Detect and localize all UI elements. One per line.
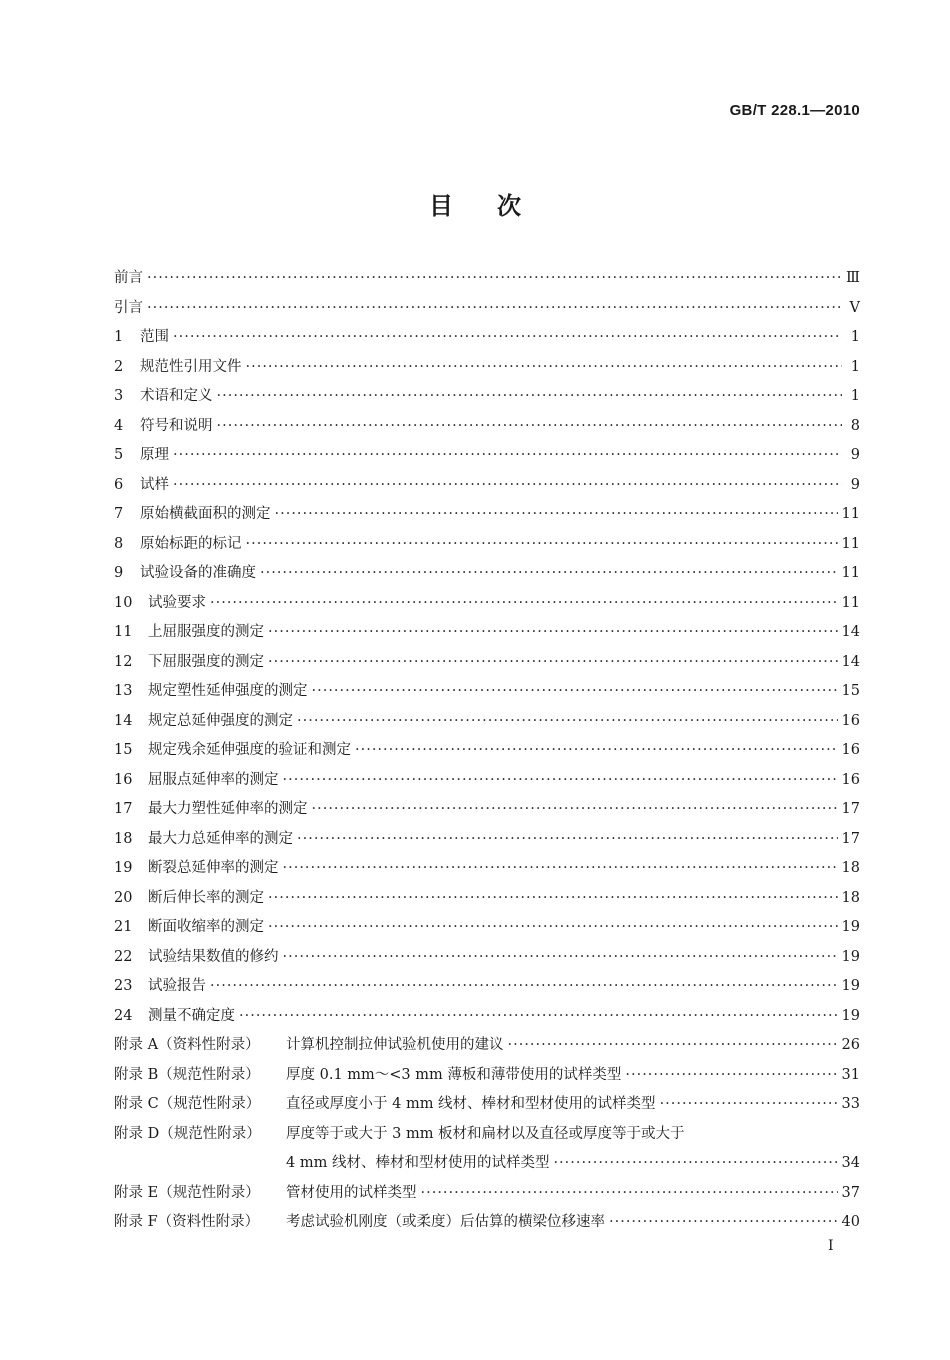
toc-entry-title: 试样 bbox=[140, 476, 169, 493]
toc-entry-title: 试验要求 bbox=[148, 594, 206, 611]
toc-entry-title: 直径或厚度小于 4 mm 线材、棒材和型材使用的试样类型 bbox=[286, 1096, 656, 1112]
toc-entry-page: 1 bbox=[850, 388, 860, 404]
toc-entry[interactable] bbox=[114, 530, 860, 560]
toc-entry-number: 18 bbox=[114, 830, 133, 847]
toc-leader-dots bbox=[609, 1208, 838, 1238]
toc-entry[interactable] bbox=[114, 1031, 860, 1061]
toc-leader-dots bbox=[173, 471, 842, 501]
toc-entry[interactable] bbox=[114, 500, 860, 530]
toc-leader-dots bbox=[297, 825, 838, 855]
toc-entry[interactable] bbox=[114, 913, 860, 943]
toc-entry-page: 17 bbox=[841, 801, 860, 817]
toc-entry-page: 19 bbox=[841, 978, 860, 994]
toc-leader-dots bbox=[297, 707, 838, 737]
toc-entry-number: 21 bbox=[114, 919, 133, 935]
toc-entry-page: 16 bbox=[841, 742, 860, 758]
toc-entry[interactable] bbox=[114, 677, 860, 707]
toc-entry-page: Ⅲ bbox=[846, 270, 860, 286]
toc-entry[interactable] bbox=[114, 353, 860, 383]
toc-entry-number: 4 bbox=[114, 417, 124, 434]
toc-entry-title: 最大力塑性延伸率的测定 bbox=[148, 801, 308, 817]
toc-entry-page: 11 bbox=[841, 565, 860, 581]
toc-entry-page: 16 bbox=[841, 712, 860, 729]
toc-entry-page: 15 bbox=[841, 683, 860, 699]
toc-leader-dots bbox=[312, 795, 838, 825]
toc-entry-page: 40 bbox=[841, 1214, 860, 1230]
toc-entry-title: 测量不确定度 bbox=[148, 1007, 235, 1024]
toc-leader-dots bbox=[283, 766, 838, 796]
toc-entry[interactable] bbox=[114, 1090, 860, 1120]
toc-entry-title: 上屈服强度的测定 bbox=[148, 624, 264, 640]
toc-entry-number: 9 bbox=[114, 565, 124, 581]
toc-entry[interactable] bbox=[114, 707, 860, 737]
toc-entry-title: 考虑试验机刚度（或柔度）后估算的横梁位移速率 bbox=[286, 1214, 605, 1230]
toc-entry-title: 符号和说明 bbox=[140, 417, 213, 434]
toc-entry-title: 断裂总延伸率的测定 bbox=[148, 860, 279, 876]
toc-entry-number: 24 bbox=[114, 1007, 133, 1024]
toc-entry-title: 计算机控制拉伸试验机使用的建议 bbox=[286, 1037, 504, 1053]
toc-leader-dots bbox=[275, 500, 838, 530]
toc-leader-dots bbox=[355, 736, 838, 766]
toc-entry[interactable] bbox=[114, 825, 860, 855]
toc-entry-title: 前言 bbox=[114, 270, 143, 286]
toc-entry-page: 31 bbox=[841, 1066, 860, 1083]
toc-entry-page: 1 bbox=[850, 329, 860, 345]
toc-leader-dots bbox=[625, 1061, 837, 1091]
toc-entry-number: 19 bbox=[114, 860, 133, 876]
toc-entry-page: 9 bbox=[850, 476, 860, 493]
toc-entry-number: 15 bbox=[114, 742, 133, 758]
toc-leader-dots bbox=[268, 618, 838, 648]
toc-entry-title: 原始标距的标记 bbox=[140, 535, 242, 552]
toc-entry[interactable] bbox=[114, 1149, 860, 1179]
toc-entry-title: 屈服点延伸率的测定 bbox=[148, 771, 279, 788]
toc-entry-title: 厚度 0.1 mm～<3 mm 薄板和薄带使用的试样类型 bbox=[286, 1066, 622, 1083]
toc-entry-page: 19 bbox=[841, 948, 860, 965]
toc-leader-dots bbox=[217, 412, 843, 442]
toc-entry-page: 11 bbox=[841, 535, 860, 552]
toc-entry[interactable] bbox=[114, 323, 860, 353]
toc-entry[interactable] bbox=[114, 736, 860, 766]
toc-entry-number: 附录 C（规范性附录） bbox=[114, 1096, 261, 1112]
toc-leader-dots bbox=[246, 530, 838, 560]
toc-leader-dots bbox=[147, 264, 842, 294]
toc-leader-dots bbox=[312, 677, 838, 707]
toc-entry-page: 19 bbox=[841, 1007, 860, 1024]
toc-entry-number: 8 bbox=[114, 535, 124, 552]
toc-entry-page: 14 bbox=[841, 653, 860, 670]
toc-entry[interactable] bbox=[114, 648, 860, 678]
toc-leader-dots bbox=[210, 589, 838, 619]
toc-entry[interactable] bbox=[114, 294, 860, 324]
toc-entry-number: 2 bbox=[114, 358, 124, 375]
toc-entry-page: 34 bbox=[841, 1155, 860, 1171]
toc-entry-number: 5 bbox=[114, 447, 124, 463]
toc-entry-number: 7 bbox=[114, 506, 124, 522]
toc-entry[interactable] bbox=[114, 943, 860, 973]
toc-entry-title: 引言 bbox=[114, 299, 143, 316]
toc-entry[interactable] bbox=[114, 1002, 860, 1032]
toc-entry-number: 附录 E（规范性附录） bbox=[114, 1184, 260, 1201]
toc-entry-number: 6 bbox=[114, 476, 124, 493]
toc-entry-page: 37 bbox=[841, 1184, 860, 1201]
toc-entry[interactable] bbox=[114, 618, 860, 648]
toc-entry[interactable] bbox=[114, 589, 860, 619]
toc-entry-page: 26 bbox=[841, 1037, 860, 1053]
toc-leader-dots bbox=[508, 1031, 838, 1061]
toc-leader-dots bbox=[147, 294, 842, 324]
toc-entry[interactable] bbox=[114, 884, 860, 914]
toc-entry[interactable] bbox=[114, 795, 860, 825]
toc-entry-title: 厚度等于或大于 3 mm 板材和扁材以及直径或厚度等于或大于 bbox=[286, 1125, 685, 1142]
toc-entry-number: 17 bbox=[114, 801, 133, 817]
toc-entry-number: 12 bbox=[114, 653, 133, 670]
table-of-contents bbox=[114, 264, 860, 1238]
toc-entry[interactable] bbox=[114, 1120, 860, 1150]
toc-entry-page: 17 bbox=[841, 830, 860, 847]
toc-leader-dots bbox=[173, 441, 842, 471]
toc-entry[interactable] bbox=[114, 854, 860, 884]
standard-number: GB/T 228.1—2010 bbox=[729, 102, 860, 119]
toc-entry[interactable] bbox=[114, 972, 860, 1002]
toc-entry-number: 11 bbox=[114, 624, 133, 640]
toc-entry-title: 试验报告 bbox=[148, 978, 206, 994]
toc-entry-title: 术语和定义 bbox=[140, 388, 213, 404]
toc-entry-title: 断面收缩率的测定 bbox=[148, 919, 264, 935]
page-title: 目次 bbox=[429, 192, 565, 220]
toc-leader-dots bbox=[173, 323, 842, 353]
toc-entry-title: 规定塑性延伸强度的测定 bbox=[148, 683, 308, 699]
toc-entry-number: 16 bbox=[114, 771, 133, 788]
toc-entry-title: 断后伸长率的测定 bbox=[148, 889, 264, 906]
toc-leader-dots bbox=[268, 913, 838, 943]
toc-entry-title: 4 mm 线材、棒材和型材使用的试样类型 bbox=[286, 1155, 550, 1171]
toc-entry-number: 附录 A（资料性附录） bbox=[114, 1037, 260, 1053]
toc-entry-page: 11 bbox=[841, 594, 860, 611]
toc-entry[interactable] bbox=[114, 382, 860, 412]
toc-entry[interactable] bbox=[114, 264, 860, 294]
toc-entry-title: 下屈服强度的测定 bbox=[148, 653, 264, 670]
toc-entry[interactable] bbox=[114, 471, 860, 501]
toc-entry[interactable] bbox=[114, 766, 860, 796]
toc-entry-number: 23 bbox=[114, 978, 133, 994]
toc-entry-number: 14 bbox=[114, 712, 133, 729]
toc-entry-page: 8 bbox=[850, 417, 860, 434]
toc-leader-dots bbox=[268, 884, 838, 914]
toc-entry-title: 范围 bbox=[140, 329, 169, 345]
toc-entry-title: 试验结果数值的修约 bbox=[148, 948, 279, 965]
toc-entry-page: 1 bbox=[850, 358, 860, 375]
toc-entry[interactable] bbox=[114, 412, 860, 442]
toc-entry[interactable] bbox=[114, 559, 860, 589]
toc-entry-page: 19 bbox=[841, 919, 860, 935]
toc-entry-page: 9 bbox=[850, 447, 860, 463]
toc-leader-dots bbox=[260, 559, 838, 589]
toc-entry-number: 附录 D（规范性附录） bbox=[114, 1125, 261, 1142]
toc-entry-number: 3 bbox=[114, 388, 124, 404]
toc-leader-dots bbox=[246, 353, 843, 383]
toc-entry[interactable] bbox=[114, 1179, 860, 1209]
page-number: I bbox=[828, 1238, 834, 1254]
toc-entry-page: 33 bbox=[841, 1096, 860, 1112]
toc-leader-dots bbox=[421, 1179, 838, 1209]
toc-entry-number: 1 bbox=[114, 329, 124, 345]
toc-leader-dots bbox=[239, 1002, 838, 1032]
toc-leader-dots bbox=[553, 1149, 837, 1179]
toc-entry-number: 22 bbox=[114, 948, 133, 965]
toc-entry-page: 16 bbox=[841, 771, 860, 788]
toc-entry-page: 18 bbox=[841, 889, 860, 906]
toc-entry-number: 附录 B（规范性附录） bbox=[114, 1066, 260, 1083]
toc-entry-page: 11 bbox=[841, 506, 860, 522]
toc-entry-number: 13 bbox=[114, 683, 133, 699]
toc-entry[interactable] bbox=[114, 441, 860, 471]
toc-entry[interactable] bbox=[114, 1061, 860, 1091]
toc-entry[interactable] bbox=[114, 1208, 860, 1238]
toc-leader-dots bbox=[268, 648, 838, 678]
toc-leader-dots bbox=[660, 1090, 838, 1120]
toc-entry-page: 14 bbox=[841, 624, 860, 640]
toc-leader-dots bbox=[217, 382, 843, 412]
toc-leader-dots bbox=[283, 943, 838, 973]
toc-entry-title: 规定残余延伸强度的验证和测定 bbox=[148, 742, 351, 758]
toc-leader-dots bbox=[283, 854, 838, 884]
toc-entry-page: 18 bbox=[841, 860, 860, 876]
toc-entry-title: 最大力总延伸率的测定 bbox=[148, 830, 293, 847]
toc-entry-title: 原理 bbox=[140, 447, 169, 463]
toc-entry-title: 规范性引用文件 bbox=[140, 358, 242, 375]
toc-entry-title: 原始横截面积的测定 bbox=[140, 506, 271, 522]
toc-leader-dots bbox=[210, 972, 838, 1002]
toc-entry-number: 附录 F（资料性附录） bbox=[114, 1214, 260, 1230]
toc-entry-number: 20 bbox=[114, 889, 133, 906]
toc-entry-number: 10 bbox=[114, 594, 133, 611]
toc-entry-title: 规定总延伸强度的测定 bbox=[148, 712, 293, 729]
toc-entry-page: Ⅴ bbox=[849, 299, 860, 316]
toc-entry-title: 管材使用的试样类型 bbox=[286, 1184, 417, 1201]
toc-entry-title: 试验设备的准确度 bbox=[140, 565, 256, 581]
